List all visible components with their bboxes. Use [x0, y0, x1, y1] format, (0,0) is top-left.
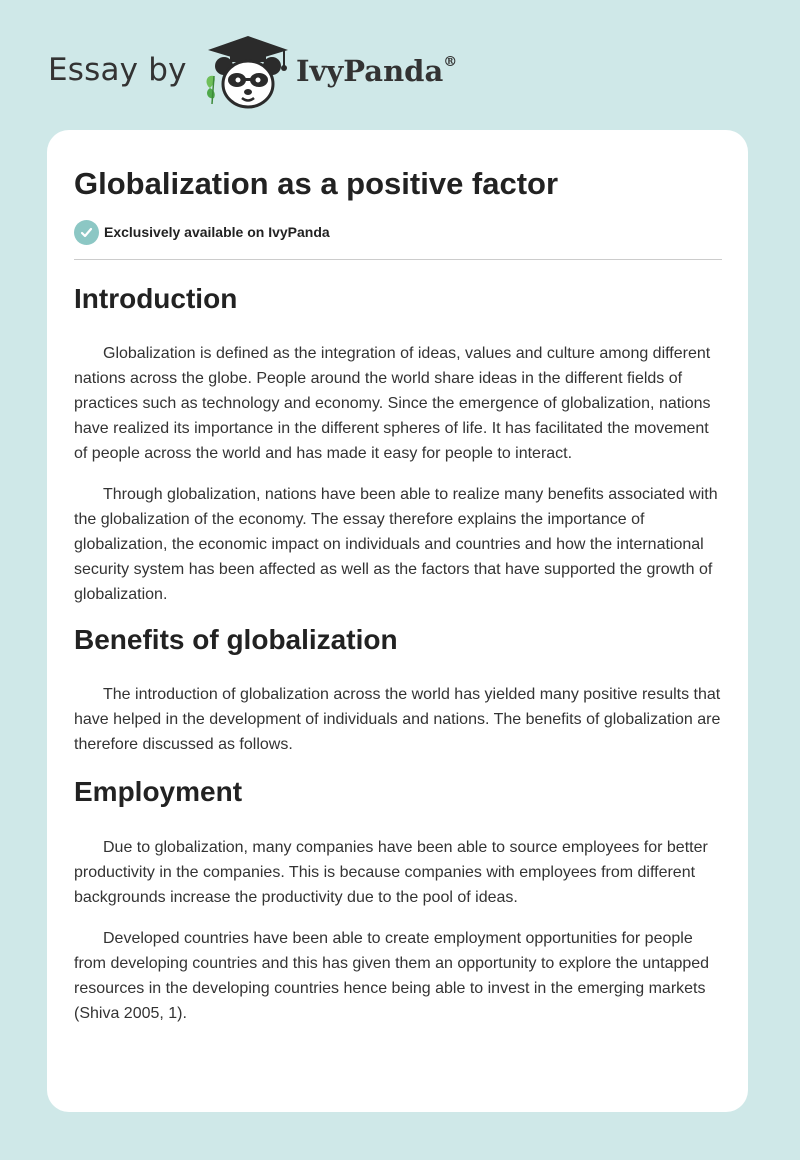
- panda-graduation-cap-icon[interactable]: [200, 32, 296, 112]
- brand-logo-text[interactable]: [296, 54, 457, 88]
- essay-card: [47, 130, 748, 1112]
- section-heading-employment: Employment: [74, 776, 243, 807]
- leaf-icon: [207, 76, 215, 104]
- divider: [74, 259, 722, 260]
- page-title: Globalization as a positive factor: [74, 166, 559, 201]
- essay-by-label: Essay by: [48, 52, 187, 88]
- check-circle-icon: [74, 220, 99, 245]
- site-header: [0, 0, 800, 130]
- section-heading-introduction: Introduction: [74, 283, 238, 314]
- paragraph: Developed countries have been able to create employment opportunities for people from developing countries and this has given them an opportunity to explore the untapped resources in the developing countries hence being able to invest in the emerging markets (Shiva 2005, 1).: [74, 930, 710, 1022]
- brand-name: IvyPanda: [296, 54, 444, 88]
- registered-mark: ®: [443, 54, 458, 71]
- paragraph: Through globalization, nations have been able to realize many benefits associated with the globalization of the economy. The essay therefore explains the importance of globalization, the economic impact on individuals and countries and how the international security system has been affected as well as the factors that have supported the growth of globalization.: [74, 486, 718, 603]
- paragraph: The introduction of globalization across the world has yielded many positive results that have helped in the development of individuals and nations. The benefits of globalization are therefore discussed as follows.: [74, 686, 721, 753]
- exclusive-badge-text: Exclusively available on IvyPanda: [104, 224, 330, 240]
- paragraph: Globalization is defined as the integration of ideas, values and culture among different nations across the globe. People around the world share ideas in the different fields of practices such as technology and economy. Since the emergence of globalization, nations have realized its importance in the different spheres of life. It has facilitated the movement of people across the world and has made it easy for people to interact.: [74, 345, 711, 462]
- paragraph: Due to globalization, many companies have been able to source employees for better productivity in the companies. This is because companies with employees from different backgrounds increase the productivity due to the pool of ideas.: [74, 839, 708, 906]
- section-heading-benefits: Benefits of globalization: [74, 624, 398, 655]
- exclusive-badge: [74, 219, 722, 245]
